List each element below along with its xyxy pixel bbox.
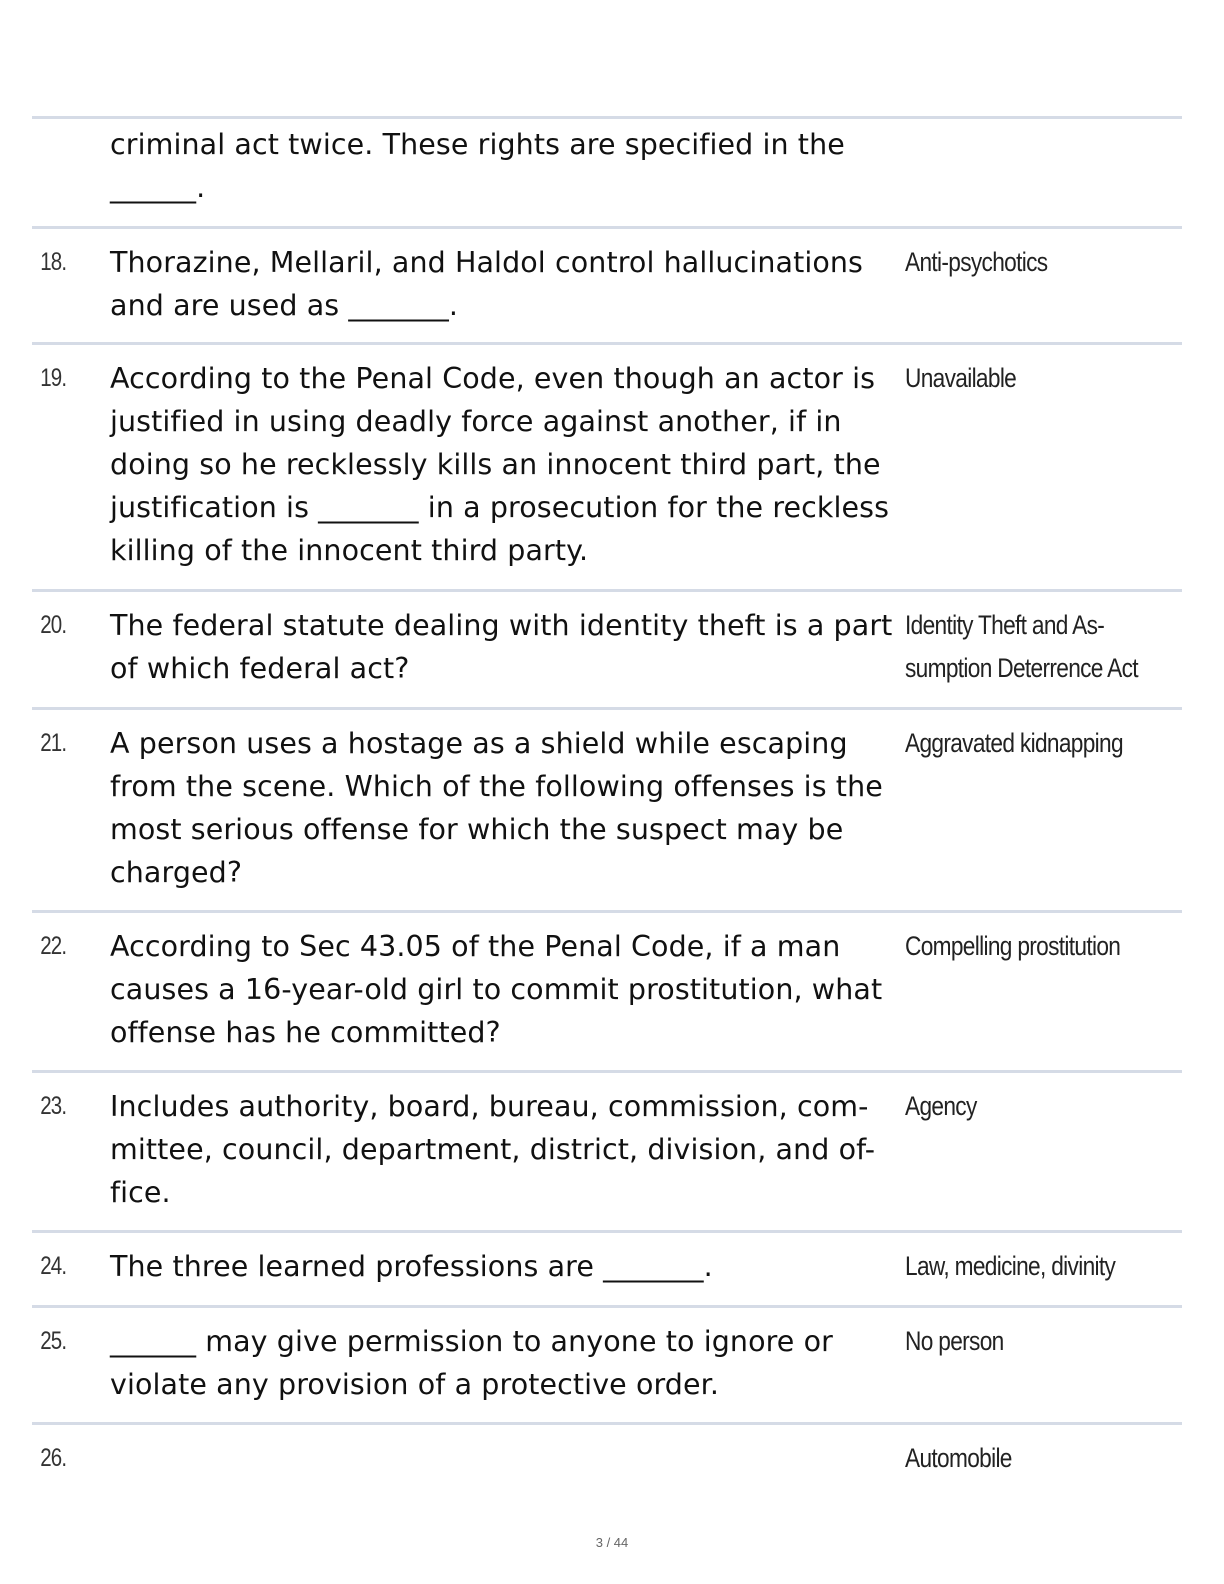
answer-text [905, 925, 1138, 1070]
question-line: ______. [110, 171, 206, 204]
answer-text [905, 1320, 1138, 1422]
flashcard-table [32, 116, 1182, 1492]
row-number: 20. [40, 611, 67, 639]
table-row [32, 589, 1182, 707]
table-row [32, 1230, 1182, 1305]
question-text: According to the Penal Code, even though an actor is justified in using deadly force against another, if in doing so he recklessly kills an innocent third part, the justification is _______ in a prosecution for the reckless killing of the innocent third party. [110, 362, 890, 567]
row-number: 22. [40, 932, 67, 960]
answer-line: Aggravated kidnapping [905, 728, 1123, 758]
row-number: 21. [40, 729, 67, 757]
row-number: 26. [40, 1444, 67, 1472]
question-text [110, 1437, 905, 1492]
row-number: 19. [40, 364, 67, 392]
table-row [32, 226, 1182, 342]
answer-text [905, 241, 1138, 342]
table-row [32, 1305, 1182, 1422]
answer-line: No person [905, 1326, 1004, 1356]
question-text [110, 123, 905, 226]
question-line: Includes authority, board, bureau, commission, com- [110, 1090, 869, 1123]
answer-line: Unavailable [905, 363, 1017, 393]
question-line: fice. [110, 1176, 171, 1209]
table-row [32, 707, 1182, 910]
table-row [32, 1070, 1182, 1230]
question-text: Thorazine, Mellaril, and Haldol control hallucinations and are used as _______. [110, 246, 864, 322]
answer-text [905, 123, 1138, 226]
table-row [32, 910, 1182, 1070]
answer-text [905, 1245, 1138, 1305]
question-line: mittee, council, department, district, division, and of- [110, 1133, 876, 1166]
answer-line: Agency [905, 1091, 977, 1121]
question-line: criminal act twice. These rights are specified in the [110, 128, 845, 161]
answer-line: Compelling prostitution [905, 931, 1121, 961]
row-number: 23. [40, 1092, 67, 1120]
answer-text [905, 604, 1138, 707]
question-text: The federal statute dealing with identity theft is a part of which federal act? [110, 609, 893, 685]
answer-line: Law, medicine, divinity [905, 1251, 1116, 1281]
question-text: ______ may give permission to anyone to ignore or violate any provision of a protective order. [110, 1325, 833, 1401]
answer-text [905, 1085, 1138, 1230]
question-text: According to Sec 43.05 of the Penal Code, if a man causes a 16-year-old girl to commit prostitution, what offense has he committed? [110, 930, 883, 1049]
answer-line: Identity Theft and As- [905, 610, 1105, 640]
question-text: The three learned professions are _______. [110, 1250, 713, 1283]
question-text: A person uses a hostage as a shield while escaping from the scene. Which of the following offenses is the most serious offense for which the suspect may be charged? [110, 727, 883, 889]
page-indicator: 3 / 44 [595, 1535, 629, 1550]
question-text [110, 1085, 905, 1230]
row-number: 18. [40, 248, 67, 276]
row-number: 24. [40, 1252, 67, 1280]
answer-line: Anti-psychotics [905, 247, 1048, 277]
answer-text [905, 1437, 1138, 1492]
table-row [32, 1422, 1182, 1492]
table-row [32, 342, 1182, 589]
row-number: 25. [40, 1327, 67, 1355]
answer-line: sumption Deterrence Act [905, 653, 1138, 683]
table-row [32, 116, 1182, 226]
answer-line: Automobile [905, 1443, 1012, 1473]
answer-text [905, 722, 1138, 910]
row-number [32, 123, 96, 226]
answer-text [905, 357, 1138, 589]
